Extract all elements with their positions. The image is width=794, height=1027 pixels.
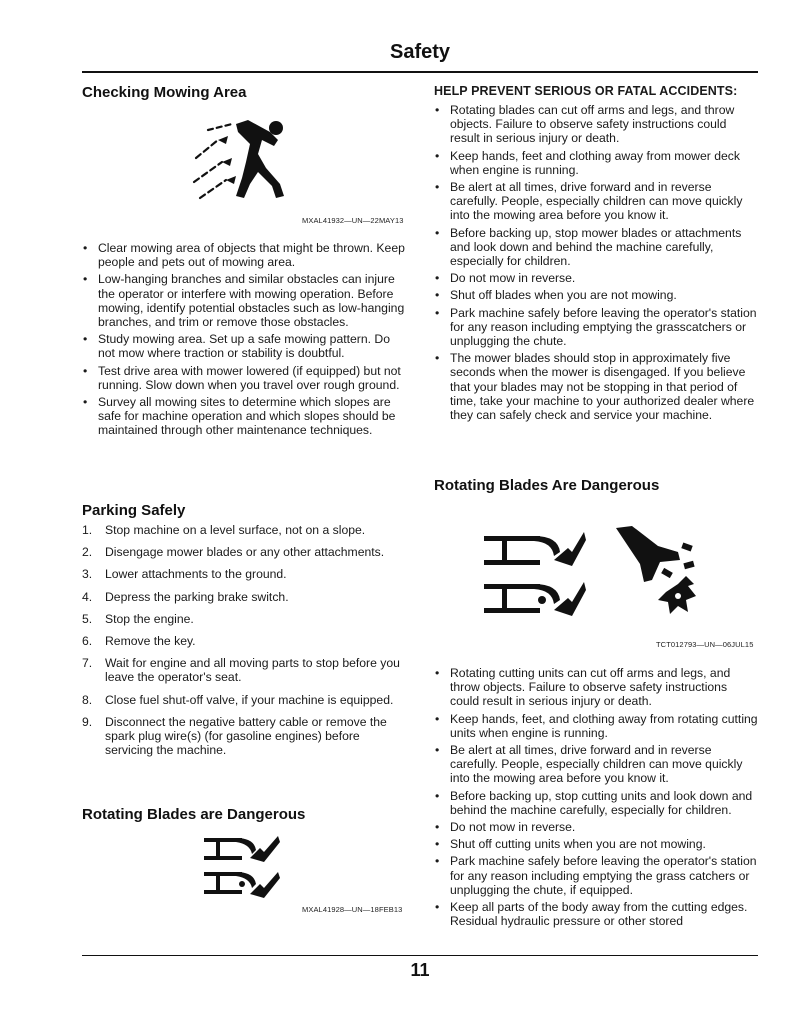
rotating-list [434,666,758,931]
list-item: • The mower blades should stop in approximately five seconds when the mower is disengaged. If you believe that your blades may not be stopping in that period of time, take your machine to your authorized dealer where they can safely check and service your machine. [434,351,758,422]
list-item: • Low-hanging branches and similar obstacles can injure the operator or interfere with mowing operation. Before mowing, identify potential obstacles such as low-hanging branches, and trim or remove those obstacles. [82,272,410,329]
section-heading-rotating-blades: Rotating Blades are Dangerous [82,806,306,823]
step-number: 6. [82,634,93,649]
list-item: • Be alert at all times, drive forward and in reverse carefully. People, especially children can move quickly into the mowing area before you know it. [434,180,758,223]
list-item: • Keep hands, feet and clothing away from mower deck when engine is running. [434,149,758,177]
list-item: • Do not mow in reverse. [434,271,758,285]
list-item [82,545,410,559]
step-number: 4. [82,589,93,604]
list-item: • Be alert at all times, drive forward and in reverse carefully. People, especially children can move quickly into the mowing area before you know it. [434,743,758,786]
list-item: • Study mowing area. Set up a safe mowing pattern. Do not mow where traction or stability is doubtful. [82,332,410,360]
step-text: Disconnect the negative battery cable or remove the spark plug wire(s) (for gasoline engines) before servicing the machine. [105,714,387,758]
section-heading-checking-mowing-area: Checking Mowing Area [82,84,247,101]
section-heading-rotating-blades-right: Rotating Blades Are Dangerous [434,477,660,494]
list-item: • Clear mowing area of objects that might be thrown. Keep people and pets out of mowing area. [82,241,410,269]
step-number: 1. [82,523,93,537]
section-heading-help-prevent: HELP PREVENT SERIOUS OR FATAL ACCIDENTS: [434,84,738,98]
step-text: Close fuel shut-off valve, if your machine is equipped. [105,692,394,707]
step-text: Remove the key. [105,634,196,649]
step-text: Stop machine on a level surface, not on a slope. [105,523,366,537]
header-rule [82,71,758,73]
help-list [434,103,758,425]
page-title: Safety [389,41,451,63]
step-number: 5. [82,611,93,626]
checking-list [82,241,410,441]
figure-code: MXAL41932—UN—22MAY13 [302,216,404,225]
list-item: • Keep hands, feet, and clothing away from rotating cutting units when engine is running. [434,712,758,740]
list-item: • Park machine safely before leaving the operator's station for any reason including emptying the grass catchers or unplugging the chute, if equipped. [434,854,758,897]
step-number: 9. [82,714,93,729]
step-text: Wait for engine and all moving parts to stop before you leave the operator's seat. [105,656,400,685]
list-item: • Park machine safely before leaving the operator's station for any reason including emptying the grasscatchers or unplugging the chute. [434,306,758,349]
parking-steps [82,523,410,765]
step-number: 3. [82,567,93,582]
list-item: • Test drive area with mower lowered (if equipped) but not running. Slow down when you travel over rough ground. [82,364,410,392]
rotating-cutting-unit-icon [482,526,722,620]
list-item: • Shut off cutting units when you are not mowing. [434,837,758,851]
step-number: 8. [82,692,93,707]
list-item [82,656,410,684]
list-item: • Keep all parts of the body away from the cutting edges. Residual hydraulic pressure or other stored [434,900,758,928]
list-item [82,693,410,707]
list-item: • Survey all mowing sites to determine which slopes are safe for machine operation and which slopes should be maintained through other maintenance techniques. [82,395,410,438]
list-item [82,567,410,581]
list-item [82,715,410,758]
step-text: Lower attachments to the ground. [105,567,287,582]
list-item: • Before backing up, stop mower blades or attachments and look down and behind the machine carefully, especially for children. [434,226,758,269]
figure-code: MXAL41928—UN—18FEB13 [302,905,403,914]
list-item [82,523,410,537]
step-text: Depress the parking brake switch. [105,589,289,604]
step-text: Disengage mower blades or any other attachments. [105,545,385,560]
list-item: • Rotating blades can cut off arms and legs, and throw objects. Failure to observe safety instructions could result in serious injury or death. [434,103,758,146]
footer-rule [82,955,758,956]
step-number: 7. [82,656,93,671]
rotating-blade-icon [202,832,282,900]
step-number: 2. [82,545,93,560]
page-number: 11 [410,960,430,980]
list-item [82,612,410,626]
list-item [82,590,410,604]
thrown-object-warning-icon [188,110,298,210]
list-item: • Do not mow in reverse. [434,820,758,834]
list-item: • Before backing up, stop cutting units and look down and behind the machine carefully, especially for children. [434,789,758,817]
step-text: Stop the engine. [105,611,194,626]
section-heading-parking-safely: Parking Safely [82,502,186,519]
list-item: • Shut off blades when you are not mowing. [434,288,758,302]
figure-code: TCT012793—UN—06JUL15 [656,640,754,649]
list-item: • Rotating cutting units can cut off arms and legs, and throw objects. Failure to observe safety instructions could result in serious injury or death. [434,666,758,709]
list-item [82,634,410,648]
